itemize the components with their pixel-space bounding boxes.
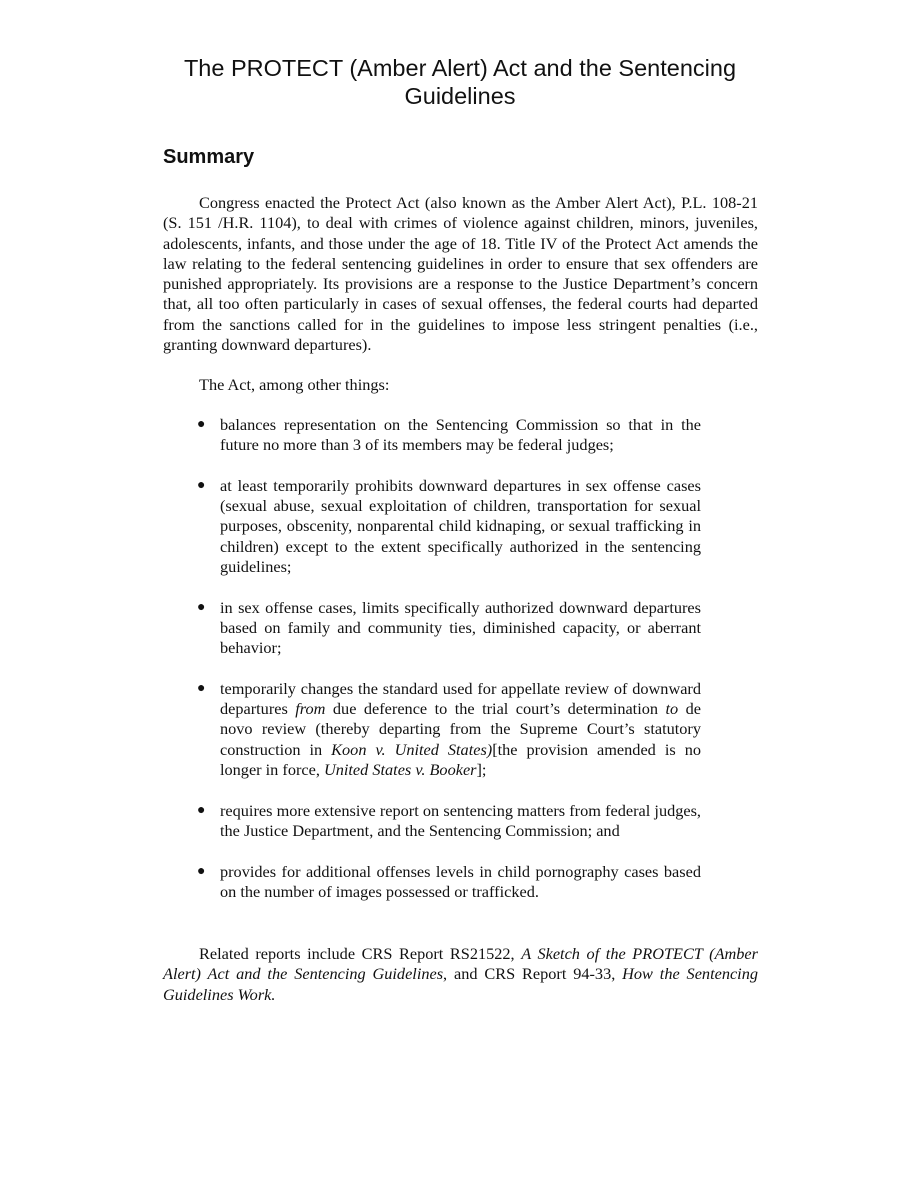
list-item-text: in sex offense cases, limits specifically authorized downward departures based on family and community ties, diminished capacity, or aberrant behavior; <box>220 597 701 658</box>
text-run: ]; <box>476 760 487 780</box>
list-item <box>163 476 701 577</box>
report-title: A Sketch of the PROTECT (Amber Alert) Act and the Sentencing Guidelines <box>163 944 758 984</box>
act-intro-paragraph: The Act, among other things: <box>199 375 390 394</box>
bullet-icon: ● <box>197 863 206 879</box>
text-run: de novo review (thereby departing from the Supreme Court’s statutory construction in <box>220 699 701 759</box>
case-citation: United States v. Booker <box>323 760 477 780</box>
text-run: , and CRS Report 94-33, <box>443 964 623 984</box>
case-citation: Koon v. United States) <box>331 739 493 759</box>
bullet-icon: ● <box>197 599 206 615</box>
list-item <box>163 598 701 659</box>
intro-paragraph: Congress enacted the Protect Act (also known as the Amber Alert Act), P.L. 108-21 (S. 151 /H.R. 1104), to deal with crimes of violence against children, minors, juveniles, adolescents, infants, and those under the age of 18. Title IV of the Protect Act amends the law relating to the federal sentencing guidelines in order to ensure that sex offenders are punished appropriately. Its provisions are a response to the Justice Department’s concern that, all too often particularly in cases of sexual offenses, the federal courts had departed from the sanctions called for in the guidelines to impose less stringent penalties (i.e., granting downward departures). <box>163 193 758 355</box>
text-run: due deference to the trial court’s determination <box>325 699 666 719</box>
italic-run: to <box>665 699 679 719</box>
text-run: temporarily changes the standard used for appellate review of downward departures <box>220 678 701 719</box>
list-item <box>163 679 701 780</box>
list-item-text: provides for additional offenses levels in child pornography cases based on the number of images possessed or trafficked. <box>220 861 701 901</box>
list-item-text <box>220 679 701 779</box>
text-run: [the provision amended is no longer in force, <box>220 739 701 780</box>
document-title: The PROTECT (Amber Alert) Act and the Sentencing Guidelines <box>183 55 737 109</box>
italic-run: from <box>295 699 326 719</box>
provisions-list <box>163 415 701 922</box>
list-item <box>163 415 701 456</box>
list-item <box>163 801 701 842</box>
bullet-icon: ● <box>197 417 206 432</box>
summary-heading: Summary <box>163 146 255 168</box>
bullet-icon: ● <box>197 802 206 818</box>
list-item <box>163 862 701 903</box>
bullet-icon: ● <box>197 477 206 493</box>
related-reports-paragraph <box>163 944 758 1005</box>
list-item-text: balances representation on the Sentencing Commission so that in the future no more than 3 of its members may be federal judges; <box>220 415 701 455</box>
report-title: How the Sentencing Guidelines Work. <box>163 964 758 1004</box>
list-item-text: requires more extensive report on sentencing matters from federal judges, the Justice Department, and the Sentencing Commission; and <box>220 800 701 840</box>
text-run: Related reports include CRS Report RS21522, <box>199 944 522 963</box>
bullet-icon: ● <box>197 680 206 696</box>
list-item-text: at least temporarily prohibits downward departures in sex offense cases (sexual abuse, sexual exploitation of children, transportation for sexual purposes, obscenity, nonparental child kidnaping, or sexual trafficking in children) except to the extent specifically authorized in the sentencing guidelines; <box>220 475 701 577</box>
